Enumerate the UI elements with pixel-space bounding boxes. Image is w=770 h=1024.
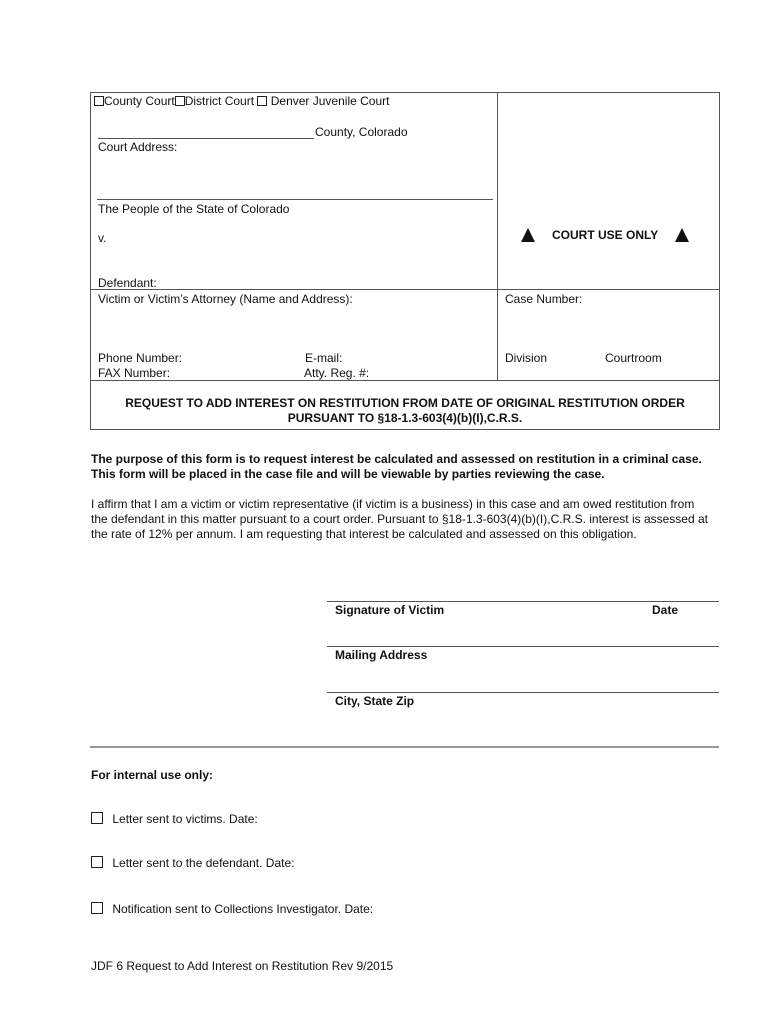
affirmation-paragraph: I affirm that I am a victim or victim representative (if victim is a business) in this case and am owed restitution from the defendant in this matter pursuant to a court order. Pursuant to §18-1.3-603(4)(b)(I),C.R.S. interest is assessed at the rate of 12% per annum. I am requesting that interest be calculated and assessed on this obligation. (91, 497, 708, 541)
caption-row-line-1 (90, 289, 720, 290)
internal-item-victims (91, 812, 258, 826)
court-address-label: Court Address: (98, 140, 178, 154)
mailing-address-label: Mailing Address (335, 648, 428, 662)
letter-defendant-label: Letter sent to the defendant. Date: (112, 856, 295, 870)
signature-date-label: Date (652, 603, 679, 617)
defendant-label: Defendant: (98, 276, 157, 290)
denver-juvenile-court-label: Denver Juvenile Court (270, 94, 390, 108)
district-court-checkbox[interactable] (175, 96, 185, 106)
form-title-line-1: REQUEST TO ADD INTEREST ON RESTITUTION FROM DATE OF ORIGINAL RESTITUTION ORDER (125, 396, 685, 410)
versus-label: v. (98, 231, 107, 245)
caption-row-line-2 (90, 380, 720, 381)
city-state-zip-label: City, State Zip (335, 694, 415, 708)
letter-victims-label: Letter sent to victims. Date: (112, 812, 258, 826)
letter-defendant-checkbox[interactable] (91, 856, 103, 868)
form-title-line-2: PURSUANT TO §18-1.3-603(4)(b)(I),C.R.S. (287, 411, 523, 425)
court-address-underline (97, 199, 493, 200)
atty-reg-label: Atty. Reg. #: (304, 366, 370, 380)
county-court-label: County Court (104, 94, 175, 108)
up-triangle-icon (521, 228, 535, 242)
internal-item-defendant (91, 856, 294, 870)
up-triangle-icon (675, 228, 689, 242)
form-footer: JDF 6 Request to Add Interest on Restitution Rev 9/2015 (91, 959, 394, 973)
city-state-zip-line[interactable] (327, 692, 719, 693)
internal-use-heading: For internal use only: (91, 768, 214, 782)
court-use-only-label: COURT USE ONLY (552, 228, 659, 242)
division-label: Division (505, 351, 548, 365)
court-selection-row (94, 94, 389, 108)
collections-notification-checkbox[interactable] (91, 902, 103, 914)
denver-juvenile-court-checkbox[interactable] (257, 96, 267, 106)
email-label: E-mail: (305, 351, 343, 365)
case-number-label: Case Number: (505, 292, 583, 306)
courtroom-label: Courtroom (605, 351, 662, 365)
caption-divider (497, 92, 498, 380)
county-court-checkbox[interactable] (94, 96, 104, 106)
letter-victims-checkbox[interactable] (91, 812, 103, 824)
phone-label: Phone Number: (98, 351, 183, 365)
district-court-label: District Court (184, 94, 255, 108)
people-label: The People of the State of Colorado (98, 202, 290, 216)
purpose-paragraph: The purpose of this form is to request interest be calculated and assessed on restitution in a criminal case. This form will be placed in the case file and will be viewable by parties reviewing the case. (91, 452, 702, 481)
mailing-address-line[interactable] (327, 646, 719, 647)
collections-notification-label: Notification sent to Collections Investigator. Date: (112, 902, 374, 916)
signature-label: Signature of Victim (335, 603, 445, 617)
signature-line[interactable] (327, 601, 719, 602)
county-blank-line[interactable] (98, 138, 314, 139)
form-title (90, 396, 720, 426)
county-suffix: County, Colorado (315, 125, 408, 139)
internal-item-collections (91, 902, 373, 916)
victim-attorney-label: Victim or Victim’s Attorney (Name and Address): (98, 292, 353, 306)
fax-label: FAX Number: (98, 366, 171, 380)
section-separator (90, 746, 719, 748)
